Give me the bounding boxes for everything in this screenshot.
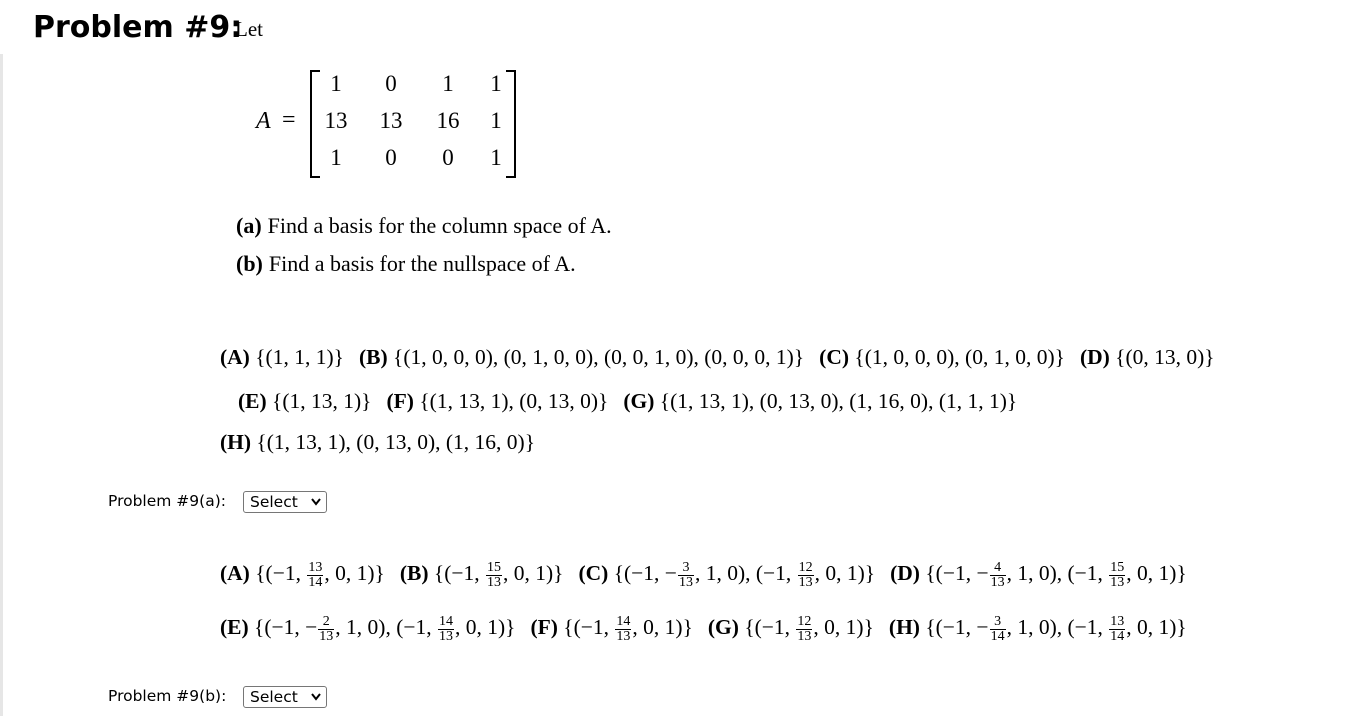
option-text: {(−1, — [744, 615, 796, 640]
fraction-denominator: 14 — [308, 575, 323, 590]
option-label: (E) — [238, 389, 273, 413]
option-text: , 1, 0), (−1, — [335, 615, 437, 640]
fraction — [798, 561, 814, 590]
part-a-label: (a) — [236, 213, 262, 238]
matrix-cell: 1 — [442, 71, 454, 96]
option-label: (F) — [530, 615, 564, 640]
fraction — [990, 615, 1006, 644]
option-label: (H) — [220, 430, 257, 454]
fraction — [486, 561, 502, 590]
fraction-numerator: 3 — [678, 561, 694, 576]
option-text: , 0, 1)} — [324, 561, 385, 586]
option-label: (B) — [358, 345, 393, 369]
left-divider — [0, 54, 3, 716]
matrix-cell: 1 — [330, 71, 342, 96]
matrix-cell: 0 — [385, 71, 397, 96]
option-text: {(−1, − — [613, 561, 677, 586]
fraction — [438, 615, 454, 644]
option-text: , 0, 1)} — [632, 615, 693, 640]
fraction — [1109, 615, 1125, 644]
option-a-line — [238, 389, 1032, 414]
answer-a-label: Problem #9(a): — [108, 492, 226, 510]
option-text: {(−1, — [563, 615, 615, 640]
answer-b-select[interactable] — [243, 686, 327, 708]
fraction — [318, 615, 334, 644]
matrix-cell: 1 — [490, 108, 502, 133]
option-text: {(−1, — [433, 561, 485, 586]
option-text: , 0, 1)} — [813, 615, 874, 640]
fraction-numerator: 3 — [990, 615, 1006, 630]
matrix-cell: 16 — [436, 108, 460, 133]
fraction-numerator: 4 — [990, 561, 1006, 576]
option-text: {(0, 13, 0)} — [1115, 345, 1215, 369]
option-text: , 0, 1)} — [454, 615, 516, 640]
option-text: {(1, 13, 1), (0, 13, 0), (1, 16, 0), (1, 1, 1)} — [659, 389, 1018, 413]
option-text: , 0, 1)} — [814, 561, 876, 586]
option-label: (E) — [220, 615, 255, 640]
problem-intro: Let — [235, 17, 263, 41]
option-a-option — [387, 389, 609, 413]
answer-a-select[interactable] — [243, 491, 327, 513]
fraction — [307, 561, 323, 590]
matrix-cell: 0 — [442, 145, 454, 170]
option-label: (A) — [220, 561, 256, 586]
option-text: {(1, 0, 0, 0), (0, 1, 0, 0)} — [854, 345, 1065, 369]
option-a-option — [623, 389, 1017, 413]
option-label: (D) — [890, 561, 926, 586]
fraction-numerator: 15 — [486, 560, 501, 575]
option-text: {(1, 0, 0, 0), (0, 1, 0, 0), (0, 0, 1, 0), (0, 0, 0, 1)} — [393, 345, 805, 369]
part-a-question — [236, 213, 612, 239]
fraction-denominator: 13 — [990, 575, 1005, 590]
fraction — [796, 615, 812, 644]
fraction-denominator: 13 — [678, 575, 693, 590]
option-text: , 0, 1)} — [502, 561, 564, 586]
option-text: {(−1, — [255, 561, 307, 586]
matrix-cell: 1 — [490, 71, 502, 96]
matrix-cell: 13 — [324, 108, 348, 133]
matrix-name: A — [256, 108, 271, 134]
matrix-cell: 1 — [330, 145, 342, 170]
option-a-line — [220, 430, 550, 455]
answer-a-select-value: Select — [250, 493, 298, 511]
fraction-denominator: 14 — [990, 629, 1005, 644]
fraction-denominator: 13 — [438, 629, 453, 644]
problem-title: Problem #9: — [33, 10, 243, 45]
option-a-option — [359, 345, 804, 369]
option-b-option — [578, 560, 876, 590]
fraction-denominator: 14 — [1110, 629, 1125, 644]
option-text: {(1, 13, 1), (0, 13, 0)} — [419, 389, 609, 413]
option-b-line — [220, 615, 1202, 644]
option-text: {(−1, − — [254, 615, 318, 640]
option-text: , 1, 0), (−1, — [1006, 561, 1109, 586]
option-a-option — [220, 345, 344, 369]
option-text: , 0, 1)} — [1126, 615, 1187, 640]
option-label: (A) — [220, 345, 256, 369]
option-text: {(−1, − — [925, 561, 989, 586]
part-b-text: Find a basis for the nullspace of A. — [268, 251, 576, 276]
part-b-question — [236, 251, 576, 277]
option-text: , 1, 0), (−1, — [1006, 615, 1109, 640]
fraction-numerator: 13 — [1110, 614, 1125, 629]
option-b-option — [707, 614, 874, 644]
matrix-equals: = — [282, 107, 296, 133]
option-b-option — [220, 614, 516, 644]
option-label: (H) — [888, 615, 926, 640]
option-label: (G) — [707, 615, 745, 640]
option-b-option — [888, 614, 1187, 644]
option-a-option — [819, 345, 1065, 369]
option-label: (G) — [623, 389, 660, 413]
fraction-numerator: 13 — [308, 560, 323, 575]
option-b-line — [220, 561, 1202, 590]
fraction-denominator: 13 — [1110, 575, 1125, 590]
option-label: (D) — [1079, 345, 1116, 369]
part-b-label: (b) — [236, 251, 263, 276]
option-label: (C) — [578, 561, 614, 586]
option-a-option — [1080, 345, 1215, 369]
option-a-option — [220, 430, 535, 454]
option-text: , 1, 0), (−1, — [694, 561, 797, 586]
option-label: (B) — [399, 561, 434, 586]
fraction-numerator: 14 — [616, 614, 631, 629]
fraction-numerator: 12 — [797, 614, 812, 629]
option-label: (F) — [386, 389, 420, 413]
answer-b-select-value: Select — [250, 688, 298, 706]
part-a-text: Find a basis for the column space of A. — [267, 213, 612, 238]
option-b-option — [399, 560, 564, 590]
option-text: , 0, 1)} — [1126, 561, 1187, 586]
option-b-option — [530, 614, 693, 644]
option-text: {(−1, − — [925, 615, 989, 640]
option-text: {(1, 13, 1), (0, 13, 0), (1, 16, 0)} — [256, 430, 536, 454]
option-label: (C) — [819, 345, 855, 369]
fraction-denominator: 13 — [616, 629, 631, 644]
fraction-numerator: 14 — [438, 614, 453, 629]
fraction — [678, 561, 694, 590]
fraction-numerator: 15 — [1110, 560, 1125, 575]
fraction-denominator: 13 — [798, 575, 813, 590]
fraction-denominator: 13 — [486, 575, 501, 590]
fraction — [990, 561, 1006, 590]
fraction-numerator: 12 — [798, 560, 813, 575]
fraction — [1109, 561, 1125, 590]
option-text: {(1, 1, 1)} — [255, 345, 344, 369]
option-text: {(1, 13, 1)} — [272, 389, 372, 413]
matrix-cell: 0 — [385, 145, 397, 170]
matrix-cell: 13 — [379, 108, 403, 133]
chevron-down-icon — [311, 498, 321, 506]
option-b-option — [220, 560, 385, 590]
option-a-option — [238, 389, 372, 413]
fraction — [615, 615, 631, 644]
fraction-denominator: 13 — [797, 629, 812, 644]
option-b-option — [890, 560, 1187, 590]
chevron-down-icon — [311, 693, 321, 701]
answer-b-label: Problem #9(b): — [108, 687, 227, 705]
fraction-denominator: 13 — [319, 629, 334, 644]
fraction-numerator: 2 — [318, 615, 334, 630]
option-a-line — [220, 345, 1230, 370]
matrix-cell: 1 — [490, 145, 502, 170]
